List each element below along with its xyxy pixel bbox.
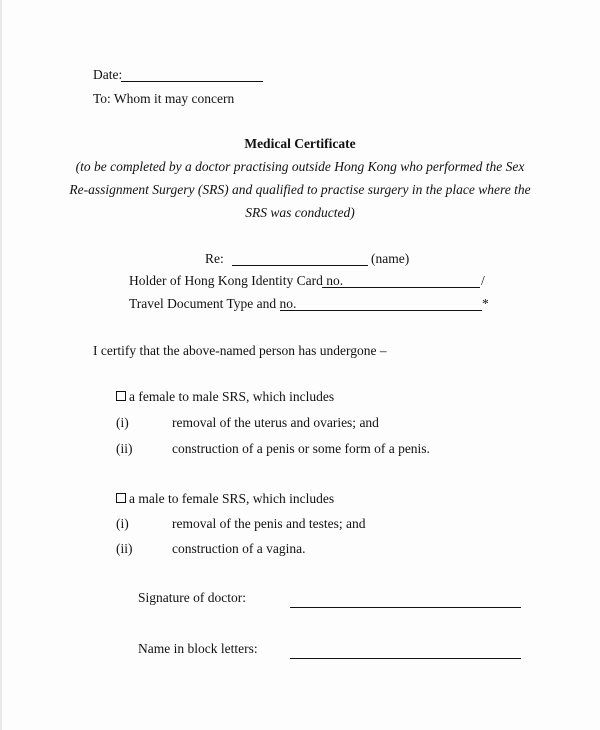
certificate-subtitle-line-2: Re-assignment Surgery (SRS) and qualified to practise surgery in the place where the bbox=[69, 182, 531, 197]
male-to-female-item-1-marker: (i) bbox=[116, 516, 129, 531]
date-label: Date: bbox=[93, 67, 123, 82]
male-to-female-item-2-marker: (ii) bbox=[116, 541, 133, 556]
travel-document-suffix: * bbox=[482, 296, 489, 311]
female-to-male-item-2-text: construction of a penis or some form of a penis. bbox=[172, 441, 430, 456]
hkid-label: Holder of Hong Kong Identity Card no. bbox=[129, 273, 344, 288]
certification-statement: I certify that the above-named person has undergone – bbox=[93, 343, 387, 358]
certificate-subtitle-line-1: (to be completed by a doctor practising outside Hong Kong who performed the Sex bbox=[75, 159, 525, 174]
certificate-subtitle-line-3: SRS was conducted) bbox=[245, 205, 355, 220]
name-note: (name) bbox=[371, 251, 410, 266]
page-edge bbox=[0, 0, 2, 730]
female-to-male-heading: a female to male SRS, which includes bbox=[129, 389, 335, 404]
block-letters-field[interactable] bbox=[290, 658, 521, 659]
signature-field[interactable] bbox=[290, 607, 521, 608]
male-to-female-heading: a male to female SRS, which includes bbox=[129, 491, 335, 506]
female-to-male-item-1-text: removal of the uterus and ovaries; and bbox=[172, 415, 379, 430]
female-to-male-checkbox[interactable] bbox=[116, 391, 126, 401]
male-to-female-item-1-text: removal of the penis and testes; and bbox=[172, 516, 366, 531]
date-field[interactable] bbox=[121, 81, 263, 82]
travel-document-field[interactable] bbox=[280, 310, 482, 311]
hkid-suffix: / bbox=[481, 273, 485, 288]
name-field[interactable] bbox=[232, 265, 368, 266]
female-to-male-item-1-marker: (i) bbox=[116, 415, 129, 430]
female-to-male-item-2-marker: (ii) bbox=[116, 441, 133, 456]
option-female-to-male bbox=[116, 390, 334, 404]
recipient-line: To: Whom it may concern bbox=[93, 91, 235, 106]
hkid-field[interactable] bbox=[322, 287, 480, 288]
travel-document-label: Travel Document Type and no. bbox=[129, 296, 297, 311]
signature-label: Signature of doctor: bbox=[138, 590, 246, 605]
block-letters-label: Name in block letters: bbox=[138, 641, 258, 656]
option-male-to-female bbox=[116, 492, 334, 506]
re-label: Re: bbox=[205, 251, 224, 266]
male-to-female-item-2-text: construction of a vagina. bbox=[172, 541, 306, 556]
certificate-title: Medical Certificate bbox=[244, 136, 356, 151]
male-to-female-checkbox[interactable] bbox=[116, 493, 126, 503]
